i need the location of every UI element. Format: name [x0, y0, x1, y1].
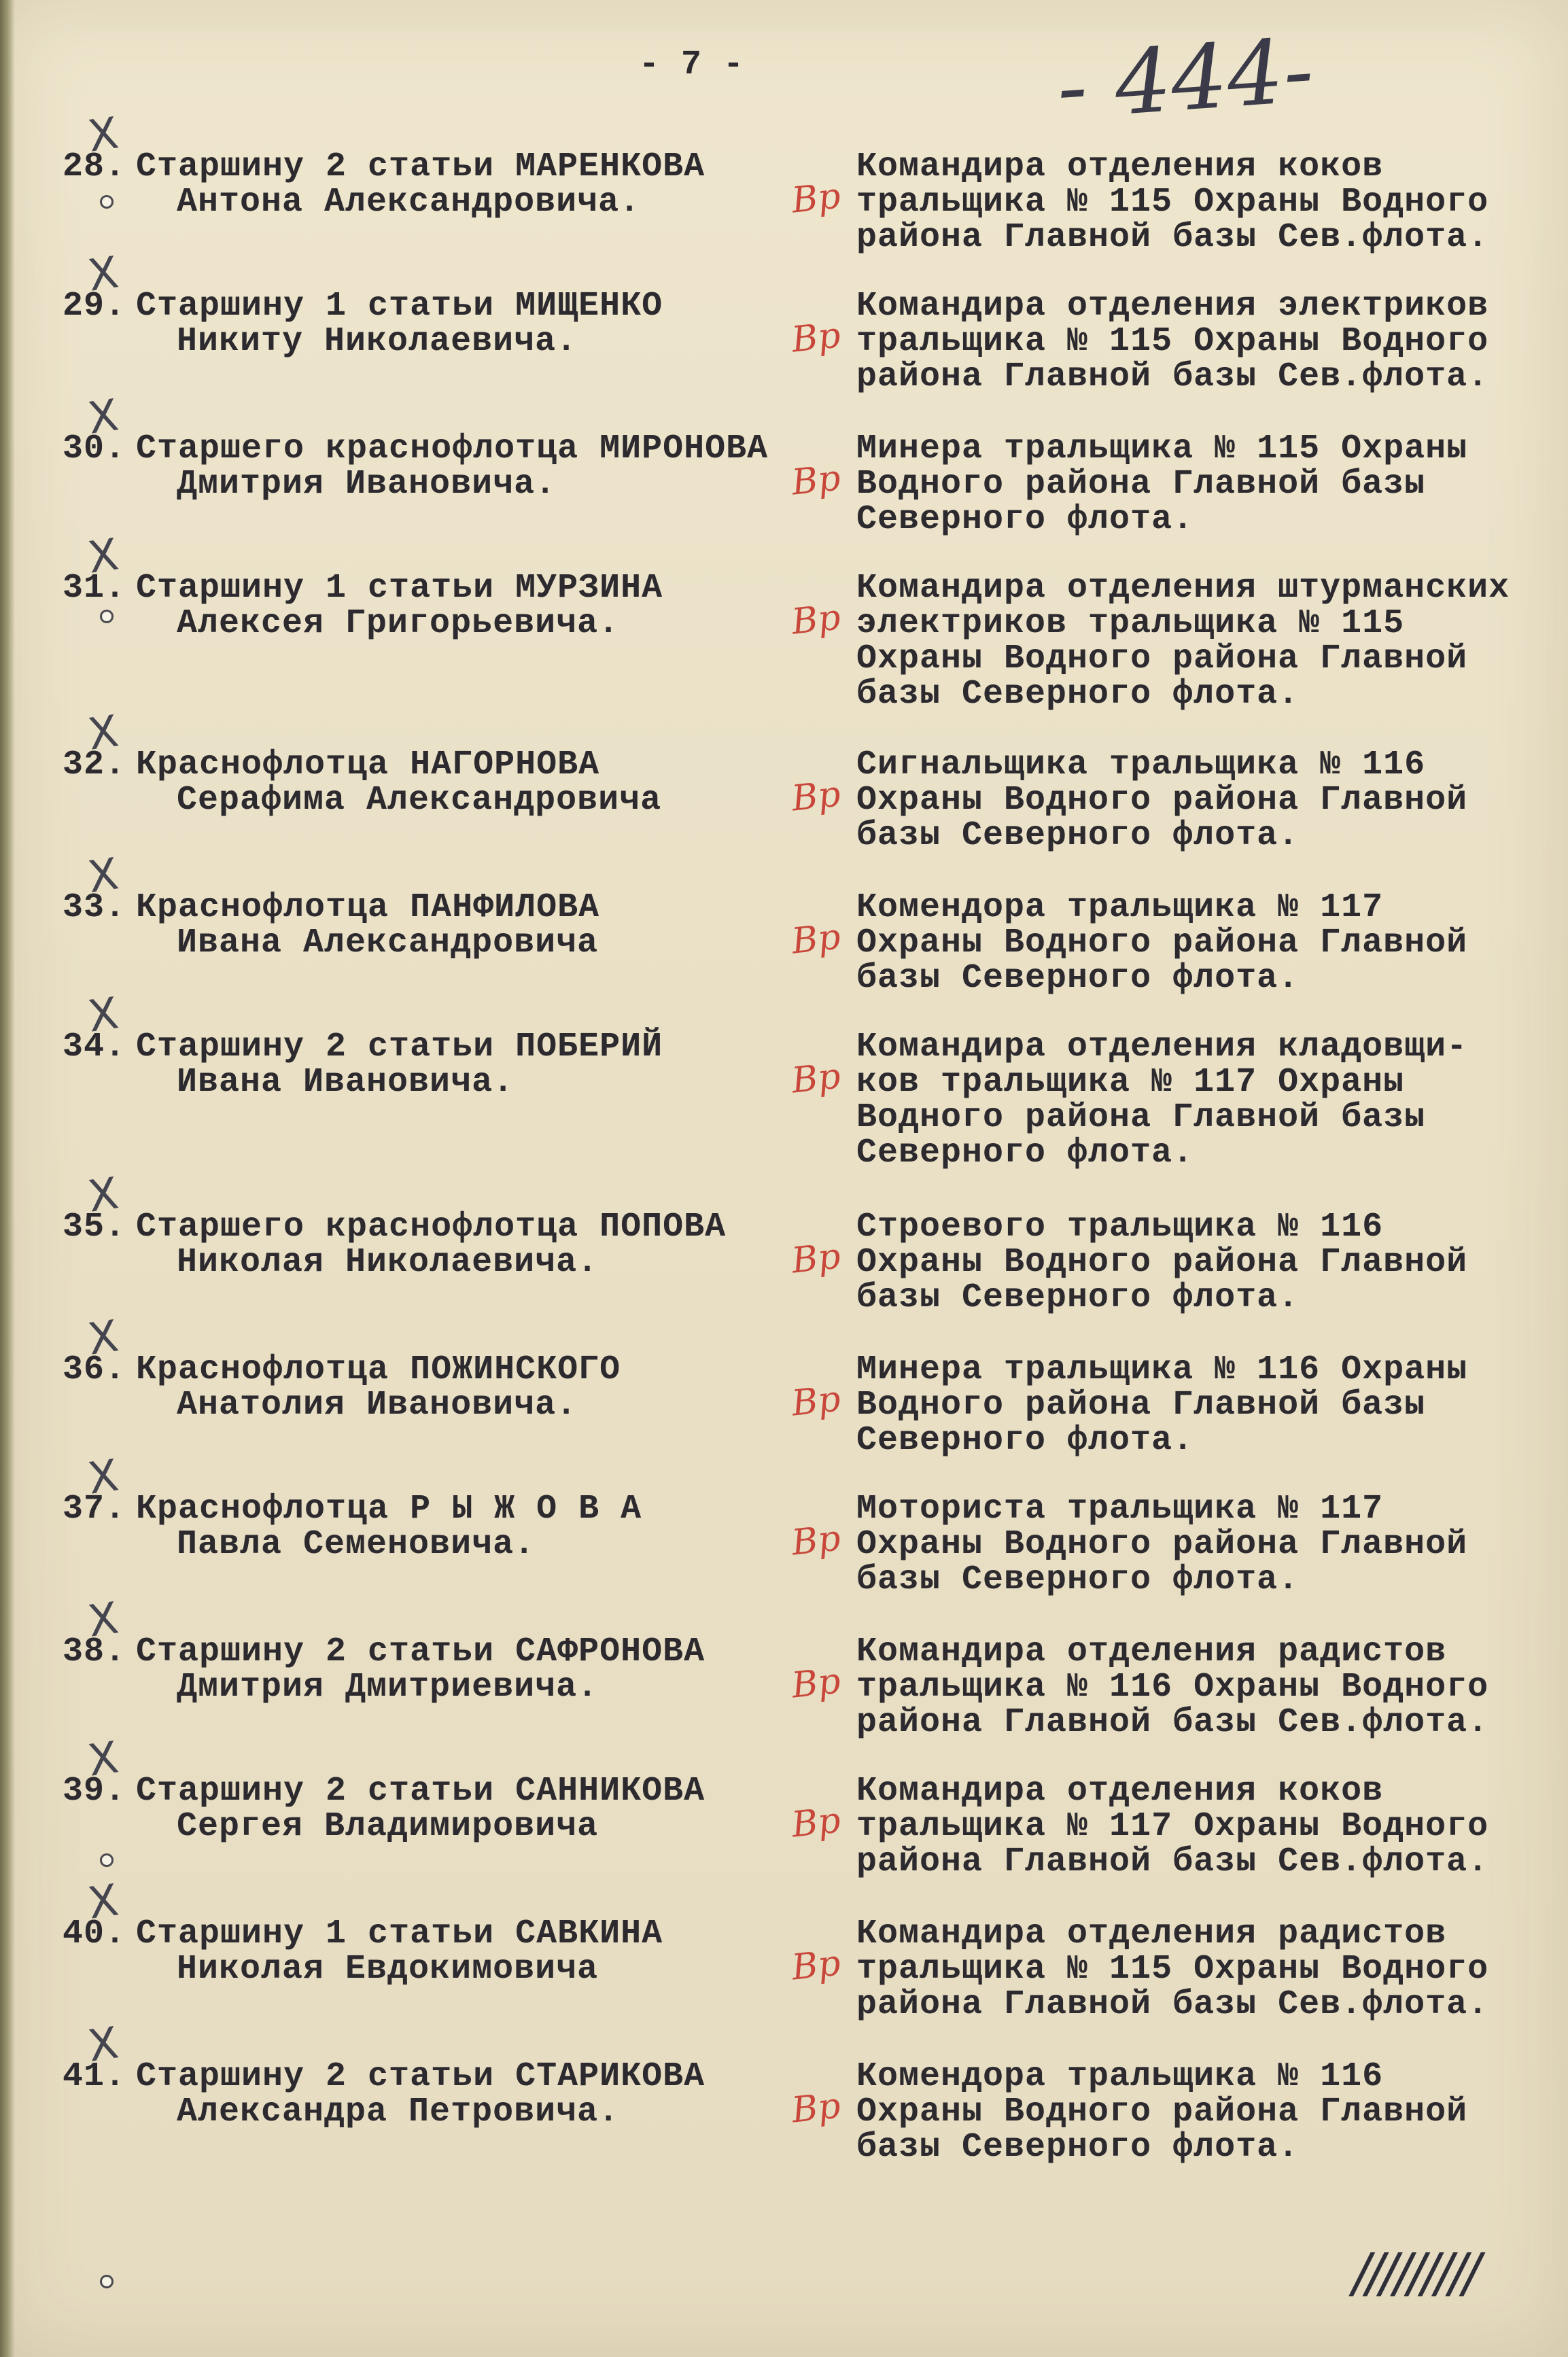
rank-and-surname: Краснофлотца НАГОРНОВА: [136, 746, 600, 784]
position-line: Командира отделения коков: [856, 1772, 1384, 1811]
list-item: [0, 1311, 1568, 1488]
position-line: Командира отделения электриков: [856, 287, 1489, 326]
punch-hole: [102, 197, 111, 207]
red-annotation: Вр: [790, 1660, 843, 1707]
entry-number: 36.: [62, 1350, 126, 1389]
red-annotation: Вр: [790, 597, 843, 643]
position-line: базы Северного флота.: [856, 1560, 1300, 1599]
position-line: Минера тральщика № 115 Охраны: [856, 430, 1468, 468]
check-mark-icon: Х: [85, 2018, 122, 2072]
position-description: [856, 748, 1467, 854]
check-mark-icon: Х: [85, 1311, 122, 1365]
given-name-patronymic: Николая Николаевича.: [177, 1243, 599, 1282]
given-name-patronymic: Антона Александровича.: [177, 183, 641, 222]
rank-and-surname: Старшину 2 статьи СТАРИКОВА: [136, 2057, 705, 2096]
rank-and-surname: Старшину 2 статьи ПОБЕРИЙ: [136, 1028, 663, 1066]
entry-number: 39.: [62, 1772, 126, 1811]
list-item: [0, 1593, 1568, 1770]
position-line: района Главной базы Сев.флота.: [856, 218, 1489, 257]
list-item: [0, 390, 1568, 568]
entry-number: 38.: [62, 1633, 126, 1671]
handwritten-sheet-number: - 444-: [1053, 18, 1317, 139]
list-item: [0, 1875, 1568, 2053]
position-line: Минера тральщика № 116 Охраны: [856, 1350, 1468, 1389]
given-name-patronymic: Дмитрия Ивановича.: [177, 465, 557, 504]
entry-number: 37.: [62, 1490, 126, 1529]
rank-and-surname: Старшину 2 статьи МАРЕНКОВА: [136, 147, 705, 186]
entry-number: 30.: [62, 430, 126, 468]
red-annotation: Вр: [790, 1055, 843, 1102]
position-line: Охраны Водного района Главной: [856, 640, 1468, 678]
punch-hole: [102, 2277, 111, 2286]
list-item: [0, 988, 1568, 1172]
position-description: [856, 890, 1467, 996]
position-line: базы Северного флота.: [856, 816, 1300, 855]
position-line: Командира отделения кладовщи-: [856, 1028, 1468, 1066]
position-line: базы Северного флота.: [856, 2128, 1300, 2167]
rank-and-surname: Старшину 1 статьи МУРЗИНА: [136, 569, 663, 608]
entry-number: 32.: [62, 746, 126, 784]
list-item: [0, 1732, 1568, 1910]
list-item: [0, 108, 1568, 285]
given-name-patronymic: Никиту Николаевича.: [177, 322, 578, 361]
red-annotation: Вр: [790, 1942, 843, 1989]
check-mark-icon: Х: [85, 247, 122, 302]
given-name-patronymic: Николая Евдокимовича: [177, 1950, 599, 1989]
rank-and-surname: Краснофлотца ПОЖИНСКОГО: [136, 1350, 621, 1389]
list-item: [0, 706, 1568, 884]
position-line: базы Северного флота.: [856, 959, 1300, 998]
given-name-patronymic: Ивана Александровича: [177, 924, 599, 962]
red-annotation: Вр: [790, 916, 843, 962]
position-line: Охраны Водного района Главной: [856, 1243, 1468, 1282]
entry-number: 41.: [62, 2057, 126, 2096]
red-annotation: Вр: [790, 773, 843, 820]
position-line: тральщика № 116 Охраны Водного: [856, 1668, 1489, 1707]
check-mark-icon: Х: [85, 988, 122, 1043]
position-line: тральщика № 115 Охраны Водного: [856, 183, 1489, 222]
position-line: Охраны Водного района Главной: [856, 924, 1468, 962]
position-line: Сигнальщика тральщика № 116: [856, 746, 1426, 784]
check-mark-icon: Х: [85, 1450, 122, 1505]
position-line: Водного района Главной базы: [856, 1386, 1426, 1425]
position-line: Северного флота.: [856, 1134, 1194, 1172]
entry-number: 28.: [62, 147, 126, 186]
position-line: Охраны Водного района Главной: [856, 781, 1468, 820]
given-name-patronymic: Сергея Владимировича: [177, 1807, 599, 1846]
given-name-patronymic: Анатолия Ивановича.: [177, 1386, 578, 1425]
position-line: района Главной базы Сев.флота.: [856, 1985, 1489, 2024]
position-line: района Главной базы Сев.флота.: [856, 1703, 1489, 1742]
given-name-patronymic: Серафима Александровича: [177, 781, 662, 820]
rank-and-surname: Краснофлотца ПАНФИЛОВА: [136, 888, 600, 927]
position-line: Комендора тральщика № 116: [856, 2057, 1384, 2096]
position-line: Командира отделения радистов: [856, 1915, 1447, 1953]
position-line: Охраны Водного района Главной: [856, 2093, 1468, 2131]
check-mark-icon: Х: [85, 390, 122, 444]
list-item: [0, 2018, 1568, 2195]
red-annotation: Вр: [790, 175, 843, 222]
red-annotation: Вр: [790, 315, 843, 361]
position-description: [856, 1492, 1467, 1598]
check-mark-icon: Х: [85, 529, 122, 584]
punch-hole: [102, 612, 111, 621]
position-description: [856, 571, 1510, 712]
entry-number: 29.: [62, 287, 126, 326]
given-name-patronymic: Александра Петровича.: [177, 2093, 620, 2131]
position-line: Строевого тральщика № 116: [856, 1208, 1384, 1246]
given-name-patronymic: Алексея Григорьевича.: [177, 604, 620, 643]
check-mark-icon: Х: [85, 849, 122, 903]
position-line: Командира отделения радистов: [856, 1633, 1447, 1671]
list-item: [0, 529, 1568, 714]
position-description: [856, 432, 1467, 538]
position-description: [856, 1635, 1488, 1741]
position-description: [856, 2059, 1467, 2165]
list-item: [0, 1450, 1568, 1628]
rank-and-surname: Старшину 1 статьи МИЩЕНКО: [136, 287, 663, 326]
check-mark-icon: Х: [85, 706, 122, 761]
list-item: [0, 1168, 1568, 1346]
position-line: Северного флота.: [856, 1421, 1194, 1460]
list-item: [0, 247, 1568, 425]
check-mark-icon: Х: [85, 1732, 122, 1787]
red-annotation: Вр: [790, 457, 843, 504]
entry-number: 33.: [62, 888, 126, 927]
position-line: Комендора тральщика № 117: [856, 888, 1384, 927]
rank-and-surname: Старшину 2 статьи САФРОНОВА: [136, 1633, 705, 1671]
position-line: тральщика № 115 Охраны Водного: [856, 322, 1489, 361]
position-description: [856, 1917, 1488, 2023]
given-name-patronymic: Дмитрия Дмитриевича.: [177, 1668, 599, 1707]
position-description: [856, 147, 1489, 257]
entry-number: 31.: [62, 569, 126, 608]
position-description: [856, 1030, 1467, 1171]
footer-strike-marks: /////////: [1353, 2243, 1477, 2304]
position-line: базы Северного флота.: [856, 675, 1300, 714]
position-description: [856, 289, 1488, 395]
check-mark-icon: Х: [85, 1875, 122, 1930]
rank-and-surname: Старшину 1 статьи САВКИНА: [136, 1915, 663, 1953]
rank-and-surname: Старшего краснофлотца МИРОНОВА: [136, 430, 769, 468]
position-line: Моториста тральщика № 117: [856, 1490, 1384, 1529]
position-line: Водного района Главной базы: [856, 465, 1426, 504]
given-name-patronymic: Ивана Ивановича.: [177, 1063, 515, 1102]
position-line: тральщика № 117 Охраны Водного: [856, 1807, 1489, 1846]
red-annotation: Вр: [790, 1236, 843, 1282]
check-mark-icon: Х: [85, 108, 122, 162]
rank-and-surname: Старшину 2 статьи САННИКОВА: [136, 1772, 705, 1811]
given-name-patronymic: Павла Семеновича.: [177, 1525, 536, 1564]
entry-number: 34.: [62, 1028, 126, 1066]
position-line: района Главной базы Сев.флота.: [856, 1843, 1489, 1881]
red-annotation: Вр: [790, 1378, 843, 1425]
entry-number: 40.: [62, 1915, 126, 1953]
position-line: Командира отделения коков: [856, 147, 1384, 186]
punch-hole: [102, 1855, 111, 1865]
red-annotation: Вр: [790, 1800, 843, 1846]
rank-and-surname: Старшего краснофлотца ПОПОВА: [136, 1208, 727, 1246]
page-number: - 7 -: [639, 46, 745, 84]
position-line: Северного флота.: [856, 500, 1194, 539]
position-line: Командира отделения штурманских: [856, 569, 1510, 608]
check-mark-icon: Х: [85, 1168, 122, 1223]
red-annotation: Вр: [790, 2085, 843, 2131]
position-line: электриков тральщика № 115: [856, 604, 1405, 643]
position-description: [856, 1774, 1488, 1880]
position-line: Охраны Водного района Главной: [856, 1525, 1468, 1564]
list-item: [0, 849, 1568, 1026]
rank-and-surname: Краснофлотца Р Ы Ж О В А: [136, 1490, 642, 1529]
position-description: [856, 1210, 1467, 1316]
position-line: Водного района Главной базы: [856, 1098, 1426, 1137]
red-annotation: Вр: [790, 1518, 843, 1564]
position-line: базы Северного флота.: [856, 1278, 1300, 1317]
position-description: [856, 1352, 1467, 1459]
position-line: тральщика № 115 Охраны Водного: [856, 1950, 1489, 1989]
check-mark-icon: Х: [85, 1593, 122, 1647]
position-line: ков тральщика № 117 Охраны: [856, 1063, 1405, 1102]
entry-number: 35.: [62, 1208, 126, 1246]
position-line: района Главной базы Сев.флота.: [856, 357, 1489, 396]
